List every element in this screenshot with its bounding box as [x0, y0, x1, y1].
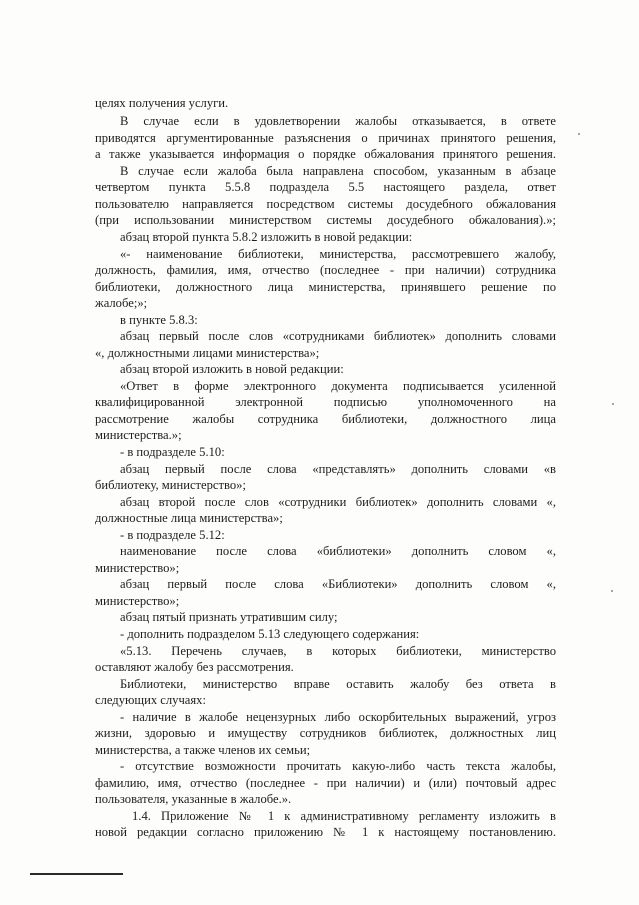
text-line: пользователю направляется посредством системы досудебного обжалования: [95, 197, 556, 211]
text-line: - в подразделе 5.10:: [120, 445, 225, 459]
scan-speck: [612, 403, 614, 405]
text-line: «5.13. Перечень случаев, в которых библиотеки, министерство: [120, 644, 556, 658]
text-line: наименование после слова «библиотеки» дополнить словом «,: [120, 544, 556, 558]
text-line: абзац первый после слова «представлять» дополнить словами «в: [120, 462, 556, 476]
text-line: «Ответ в форме электронного документа подписывается усиленной: [120, 379, 556, 393]
text-line: библиотеки, должностного лица министерства, принявшего решение по: [95, 280, 556, 294]
text-line: жизни, здоровью и имуществу сотрудников библиотек, должностных лиц: [95, 726, 556, 740]
text-line: квалифицированной электронной подписью уполномоченного на: [95, 395, 556, 409]
text-line: министерства.»;: [95, 428, 182, 442]
text-line: абзац второй изложить в новой редакции:: [120, 362, 344, 376]
text-line: 1.4. Приложение № 1 к административному регламенту изложить в: [132, 809, 556, 823]
scan-speck: [611, 590, 613, 592]
text-line: В случае если в удовлетворении жалобы отказывается, в ответе: [120, 114, 556, 128]
text-line: министерство»;: [95, 561, 180, 575]
bottom-rule: [30, 873, 123, 875]
text-line: четвертом пункта 5.5.8 подраздела 5.5 настоящего раздела, ответ: [95, 180, 556, 194]
text-line: абзац второй пункта 5.8.2 изложить в новой редакции:: [120, 230, 413, 244]
text-line: в пункте 5.8.3:: [120, 313, 198, 327]
scan-speck: [578, 133, 580, 135]
text-line: жалобе;»;: [95, 296, 148, 310]
text-line: абзац пятый признать утратившим силу;: [120, 610, 338, 624]
text-line: должностные лица министерства»;: [95, 511, 283, 525]
text-line: а также указывается информация о порядке обжалования принятого решения.: [95, 147, 556, 161]
text-line: (при использовании министерством системы досудебного обжалования).»;: [95, 213, 556, 227]
text-line: «, должностными лицами министерства»;: [95, 346, 320, 360]
text-line: - в подразделе 5.12:: [120, 528, 225, 542]
text-line: В случае если жалоба была направлена способом, указанным в абзаце: [120, 164, 556, 178]
text-line: «- наименование библиотеки, министерства, рассмотревшего жалобу,: [120, 247, 556, 261]
text-line: абзац первый после слова «Библиотеки» дополнить словом «,: [120, 577, 556, 591]
text-line: следующих случаях:: [95, 693, 206, 707]
text-line: оставляют жалобу без рассмотрения.: [95, 660, 294, 674]
text-line: новой редакции согласно приложению № 1 к настоящему постановлению.: [95, 825, 556, 839]
text-line: рассмотрение жалобы сотрудника библиотеки, должностного лица: [95, 412, 556, 426]
text-line: абзац первый после слов «сотрудниками библиотек» дополнить словами: [120, 329, 556, 343]
text-line: министерство»;: [95, 594, 180, 608]
text-line: библиотеку, министерство»;: [95, 478, 246, 492]
text-line: целях получения услуги.: [95, 96, 229, 110]
text-line: пользователя, указанные в жалобе.».: [95, 792, 292, 806]
text-line: абзац второй после слов «сотрудники библиотек» дополнить словами «,: [120, 495, 556, 509]
text-line: приводятся аргументированные разъяснения о причинах принятого решения,: [95, 131, 556, 145]
text-line: должность, фамилия, имя, отчество (последнее - при наличии) сотрудника: [95, 263, 556, 277]
text-line: - отсутствие возможности прочитать какую-либо часть текста жалобы,: [120, 759, 556, 773]
text-line: Библиотеки, министерство вправе оставить жалобу без ответа в: [120, 677, 556, 691]
text-line: министерства, а также членов их семьи;: [95, 743, 311, 757]
text-line: - наличие в жалобе нецензурных либо оскорбительных выражений, угроз: [120, 710, 556, 724]
text-line: фамилию, имя, отчество (последнее - при наличии) и (или) почтовый адрес: [95, 776, 556, 790]
text-line: - дополнить подразделом 5.13 следующего содержания:: [120, 627, 420, 641]
